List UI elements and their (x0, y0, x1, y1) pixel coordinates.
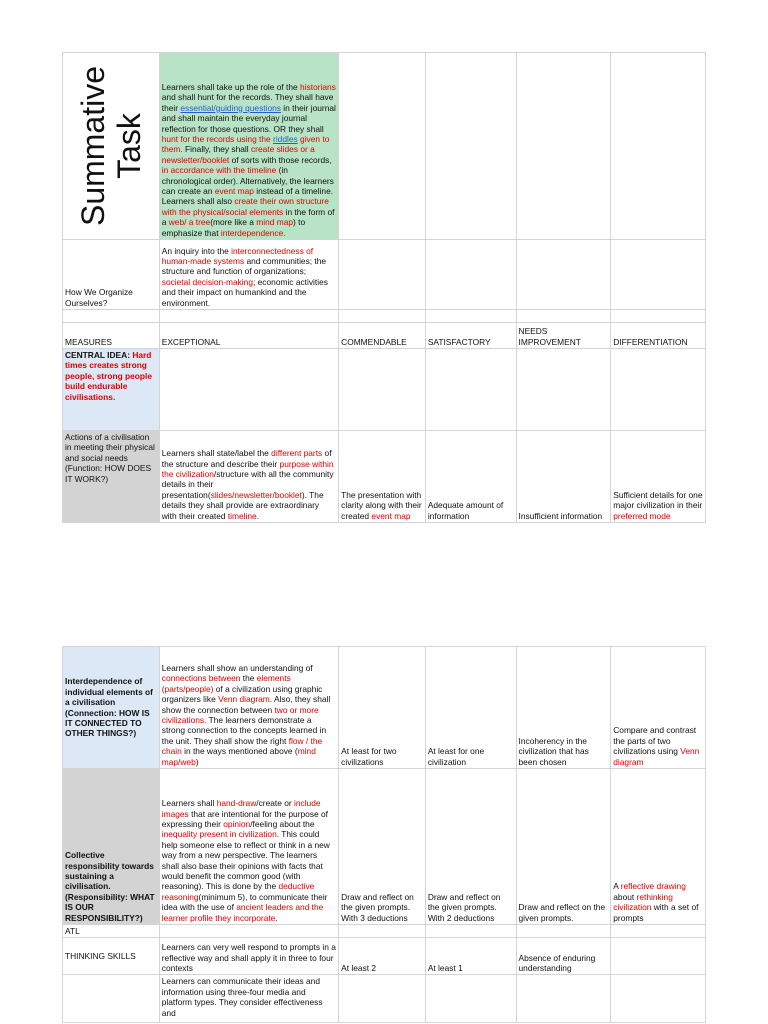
theme-label: How We Organize Ourselves? (63, 240, 160, 310)
empty-cell (611, 53, 706, 240)
summative-task-title: Summative Task (74, 65, 147, 227)
interdependence-measure: Interdependence of individual elements of a civilisation (Connection: HOW IS IT CONNECTED TO OTHER THINGS?) (63, 647, 160, 769)
rubric-table-top (62, 52, 706, 523)
collective-row (63, 769, 706, 925)
actions-measure: Actions of a civilisation in meeting their physical and social needs (Function: HOW DOES IT WORK?) (63, 431, 160, 523)
interdependence-satisfactory: At least for one civilization (425, 647, 516, 769)
empty-cell (425, 240, 516, 310)
header-needs-improvement: NEEDS IMPROVEMENT (516, 323, 611, 349)
thinking-skills-commendable: At least 2 (339, 938, 426, 975)
interdependence-commendable: At least for two civilizations (339, 647, 426, 769)
summative-task-title-cell (63, 53, 160, 240)
empty-cell (516, 53, 611, 240)
interdependence-differentiation: Compare and contrast the parts of two civilizations using Venn diagram (611, 647, 706, 769)
central-idea-cell: CENTRAL IDEA: Hard times creates strong people, strong people build endurable civilisations. (63, 349, 160, 431)
thinking-skills-satisfactory: At least 1 (425, 938, 516, 975)
communication-exceptional: Learners can communicate their ideas and information using three-four media and platform types. They consider effectiveness and (159, 975, 338, 1023)
collective-satisfactory: Draw and reflect on the given prompts. With 2 deductions (425, 769, 516, 925)
interdependence-needs-improvement: Incoherency in the civilization that has been chosen (516, 647, 611, 769)
central-idea-row (63, 349, 706, 431)
thinking-skills-needs-improvement: Absence of enduring understanding (516, 938, 611, 975)
actions-row (63, 431, 706, 523)
collective-exceptional: Learners shall hand-draw/create or include images that are intentional for the purpose of expressing their opinion/feeling about the inequality present in civilization. This could help someone else to reflect or think in a new way from a new perspective. The learners shall also base their opinions with facts that would benefit the common good (with reasoning). This is done by the deductive reasoning(minimum 5), to communicate their idea with the use of ancient leaders and the learner profile they incorporate. (159, 769, 338, 925)
collective-commendable: Draw and reflect on the given prompts. With 3 deductions (339, 769, 426, 925)
theme-row (63, 240, 706, 310)
collective-measure: Collective responsibility towards sustaining a civilisation. (Responsibility: WHAT IS OUR RESPONSIBILITY?) (63, 769, 160, 925)
interdependence-exceptional: Learners shall show an understanding of connections between the elements (parts/people) of a civilization using graphic organizers like Venn diagram. Also, they shall show the connection between two or more civilizations. The learners demonstrate a strong connection to the concepts learned in the unit. They shall show the right flow / the chain in the ways mentioned above (mind map/web) (159, 647, 338, 769)
atl-label: ATL (63, 925, 160, 938)
thinking-skills-exceptional: Learners can very well respond to prompts in a reflective way and shall apply it in three to four contexts (159, 938, 338, 975)
actions-needs-improvement: Insufficient information (516, 431, 611, 523)
essential-questions-link[interactable]: essential/guiding questions (180, 102, 281, 113)
interdependence-row (63, 647, 706, 769)
empty-cell (611, 938, 706, 975)
empty-cell (339, 240, 426, 310)
header-exceptional: EXCEPTIONAL (159, 323, 338, 349)
summative-task-description: Learners shall take up the role of the historians and shall hunt for the records. They shall have their essential/guiding questions in their journal and shall maintain the everyday journal reflection for those questions. OR they shall hunt for the records using the riddles given to them. Finally, they shall create slides or a newsletter/booklet of sorts with those records, in accordance with the timeline (in chronological order). Alternatively, the learners can create an event map instead of a timeline. Learners shall also create their own structure with the physical/social elements in the form of a web/ a tree(more like a mind map) to emphasize that interdependence. (159, 53, 338, 240)
rubric-table-bottom (62, 646, 706, 1023)
empty-cell (339, 53, 426, 240)
actions-exceptional: Learners shall state/label the different parts of the structure and describe their purpose within the civilization/structure with all the community details in their presentation(slides/newsletter/booklet). The details they shall provide are extraordinary with their created timeline. (159, 431, 338, 523)
thinking-skills-row (63, 938, 706, 975)
header-measures: MEASURES (63, 323, 160, 349)
empty-cell (516, 240, 611, 310)
empty-cell (425, 53, 516, 240)
spacer-row (63, 310, 706, 323)
header-differentiation: DIFFERENTIATION (611, 323, 706, 349)
summative-task-row (63, 53, 706, 240)
empty-cell (611, 240, 706, 310)
thinking-skills-measure: THINKING SKILLS (63, 938, 160, 975)
empty-cell (63, 975, 160, 1023)
header-row (63, 323, 706, 349)
theme-description: An inquiry into the interconnectedness of human-made systems and communities; the structure and function of organizations; societal decision-making; economic activities and their impact on humankind and the environment. (159, 240, 338, 310)
collective-needs-improvement: Draw and reflect on the given prompts. (516, 769, 611, 925)
actions-satisfactory: Adequate amount of information (425, 431, 516, 523)
collective-differentiation: A reflective drawing about rethinking civilization with a set of prompts (611, 769, 706, 925)
riddles-link[interactable]: riddles (273, 133, 298, 144)
communication-row (63, 975, 706, 1023)
actions-differentiation: Sufficient details for one major civilization in their preferred mode (611, 431, 706, 523)
header-commendable: COMMENDABLE (339, 323, 426, 349)
header-satisfactory: SATISFACTORY (425, 323, 516, 349)
actions-commendable: The presentation with clarity along with their created event map (339, 431, 426, 523)
atl-row (63, 925, 706, 938)
